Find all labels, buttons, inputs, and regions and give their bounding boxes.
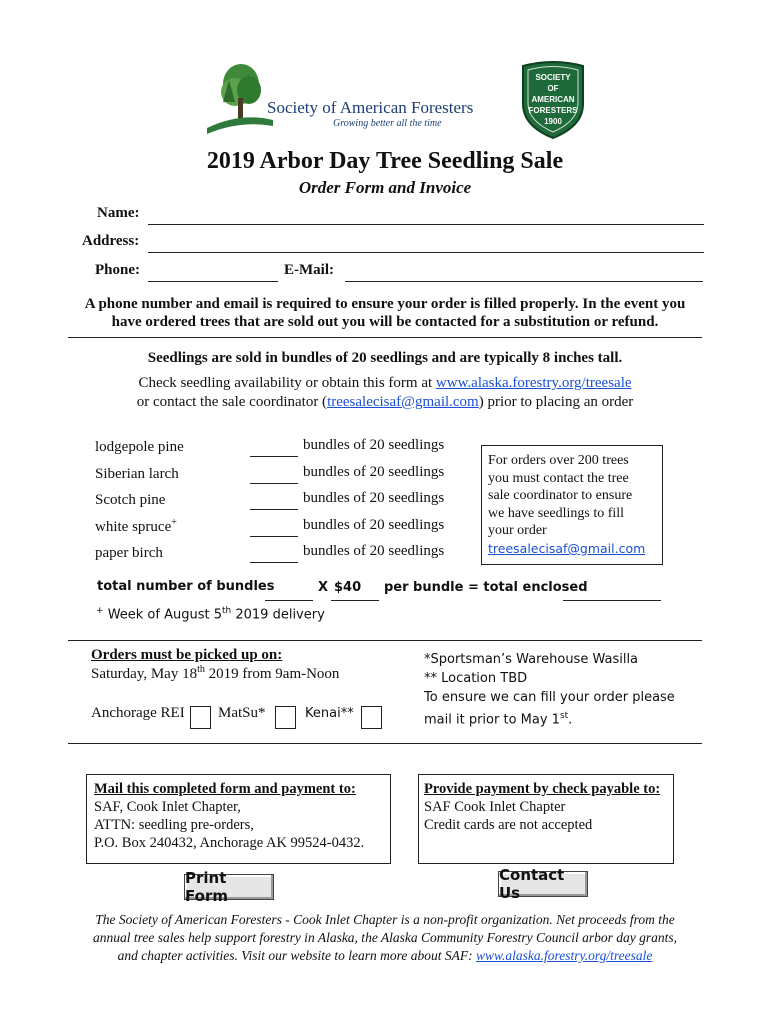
name-field[interactable] <box>148 224 704 225</box>
print-form-button[interactable]: Print Form <box>184 874 274 900</box>
mail-box <box>86 774 391 864</box>
seedling-name-text: paper birch <box>95 545 163 562</box>
pickup-date-post: 2019 from 9am-Noon <box>204 666 340 682</box>
coordinator-email-link[interactable]: treesalecisaf@gmail.com <box>327 394 479 410</box>
tree-logo-icon <box>205 62 275 134</box>
note-line-2: you must contact the tree <box>488 470 629 486</box>
pickup-date-sup: th <box>197 664 205 675</box>
page-subtitle: Order Form and Invoice <box>298 178 472 197</box>
payment-heading: Provide payment by check payable to: <box>424 781 661 797</box>
pickup-notes <box>424 650 675 729</box>
seal-line-1: SOCIETY <box>535 73 571 82</box>
form-link[interactable]: www.alaska.forestry.org/treesale <box>435 375 632 391</box>
footnote-mark: + <box>96 606 104 616</box>
payment-box <box>418 774 674 864</box>
seedling-name <box>95 490 165 509</box>
total-bundles-label: total number of bundles <box>97 579 275 594</box>
payment-line-2: Credit cards are not accepted <box>424 817 593 833</box>
notice-text <box>0 295 770 331</box>
footer-line-1: The Society of American Foresters - Cook Inlet Chapter is a non-profit organization. Net proceeds from the <box>95 912 675 927</box>
check-text: Check seedling availability or obtain this form at <box>138 375 433 391</box>
footer-line-3: and chapter activities. Visit our website to learn more about SAF: <box>117 948 473 963</box>
pickup-note-3: To ensure we can fill your order please <box>424 690 675 705</box>
note-email-link[interactable]: treesalecisaf@gmail.com <box>488 540 646 556</box>
saf-logo <box>205 62 474 134</box>
address-field[interactable] <box>148 252 704 253</box>
location-matsu-label: MatSu* <box>218 705 266 721</box>
price-underline <box>331 600 379 601</box>
divider-top <box>68 337 702 338</box>
seal-line-2: OF <box>547 84 559 93</box>
location-anchorage-label: Anchorage REI <box>91 705 185 721</box>
contact-post: ) prior to placing an order <box>478 394 634 410</box>
email-label: E-Mail: <box>284 262 334 278</box>
contact-us-button[interactable]: Contact Us <box>498 871 588 897</box>
phone-label: Phone: <box>95 262 140 278</box>
seedling-name-text: white spruce <box>95 518 172 535</box>
seedling-unit: bundles of 20 seedlings <box>303 516 445 533</box>
seedling-quantity-field[interactable] <box>250 562 298 563</box>
seedling-name <box>95 464 179 483</box>
footnote-pre: Week of August 5 <box>107 607 222 623</box>
note-line-3: sale coordinator to ensure <box>488 488 633 504</box>
footer-text <box>0 911 770 965</box>
mail-line-1: SAF, Cook Inlet Chapter, <box>94 799 241 815</box>
note-line-5: your order <box>488 523 547 539</box>
seal-line-3: AMERICAN <box>531 95 575 104</box>
bundle-price: $40 <box>334 580 362 595</box>
org-tagline: Growing better all the time <box>333 118 442 129</box>
checkbox-anchorage[interactable] <box>190 706 211 729</box>
pickup-note-2: ** Location TBD <box>424 671 528 686</box>
location-kenai-label: Kenai** <box>305 706 354 721</box>
seedling-name <box>95 517 177 536</box>
address-label: Address: <box>82 233 140 249</box>
total-bundles-field[interactable] <box>265 600 313 601</box>
pickup-note-1: *Sportsman’s Warehouse Wasilla <box>424 652 639 667</box>
seedling-unit: bundles of 20 seedlings <box>303 543 445 560</box>
phone-field[interactable] <box>148 281 278 282</box>
per-bundle-label: per bundle = total enclosed <box>384 580 588 595</box>
checkbox-matsu[interactable] <box>275 706 296 729</box>
footnote-post: 2019 delivery <box>231 607 325 623</box>
mail-line-2: ATTN: seedling pre-orders, <box>94 817 254 833</box>
delivery-footnote <box>96 606 325 622</box>
pickup-date <box>91 664 339 683</box>
pickup-note-4-pre: mail it prior to May 1 <box>424 712 560 728</box>
notice-line-1: A phone number and email is required to ensure your order is filled properly. In the event you <box>84 296 686 312</box>
seal-line-4: FORESTERS <box>528 106 578 115</box>
divider-middle <box>68 640 702 641</box>
seedling-quantity-field[interactable] <box>250 509 298 510</box>
footer-line-2: annual tree sales help support forestry in Alaska, the Alaska Community Forestry Council arbor day grants, <box>92 930 678 945</box>
large-order-note <box>481 445 663 565</box>
payment-line-1: SAF Cook Inlet Chapter <box>424 799 566 815</box>
pickup-date-pre: Saturday, May 18 <box>91 666 198 682</box>
seedling-name-text: Siberian larch <box>95 465 179 482</box>
pickup-note-4-sup: st <box>559 711 569 721</box>
note-line-1: For orders over 200 trees <box>488 453 629 468</box>
mail-heading: Mail this completed form and payment to: <box>94 781 356 797</box>
footnote-sup: th <box>222 606 232 616</box>
email-field[interactable] <box>345 281 703 282</box>
pickup-heading: Orders must be picked up on: <box>91 647 283 663</box>
pickup-note-4-post: . <box>568 712 573 728</box>
seedling-quantity-field[interactable] <box>250 483 298 484</box>
page-title: 2019 Arbor Day Tree Seedling Sale <box>206 148 564 174</box>
notice-line-2: have ordered trees that are sold out you will be contacted for a substitution or refund. <box>111 314 659 330</box>
footer-link[interactable]: www.alaska.forestry.org/treesale <box>476 948 653 963</box>
mail-line-3: P.O. Box 240432, Anchorage AK 99524-0432. <box>94 835 365 851</box>
times-sign: X <box>318 580 329 595</box>
seedling-unit: bundles of 20 seedlings <box>303 437 445 453</box>
total-enclosed-field[interactable] <box>563 600 661 601</box>
seedling-name-text: lodgepole pine <box>95 439 184 455</box>
name-label: Name: <box>97 205 140 221</box>
seedling-quantity-field[interactable] <box>250 456 298 457</box>
bundles-note: Seedlings are sold in bundles of 20 seedlings and are typically 8 inches tall. <box>147 350 623 366</box>
seedling-name <box>95 543 163 562</box>
checkbox-kenai[interactable] <box>361 706 382 729</box>
seedling-sup: + <box>171 516 177 528</box>
availability-text <box>0 374 770 412</box>
seedling-quantity-field[interactable] <box>250 536 298 537</box>
saf-seal <box>519 60 587 140</box>
divider-bottom <box>68 743 702 744</box>
seedling-unit: bundles of 20 seedlings <box>303 490 445 507</box>
seedling-name-text: Scotch pine <box>95 492 166 509</box>
org-name: Society of American Foresters <box>267 98 474 117</box>
note-line-4: we have seedlings to fill <box>488 505 625 521</box>
contact-pre: or contact the sale coordinator ( <box>136 394 328 410</box>
seedling-name <box>95 437 184 456</box>
seal-line-5: 1900 <box>544 117 562 126</box>
seedling-unit: bundles of 20 seedlings <box>303 463 445 480</box>
